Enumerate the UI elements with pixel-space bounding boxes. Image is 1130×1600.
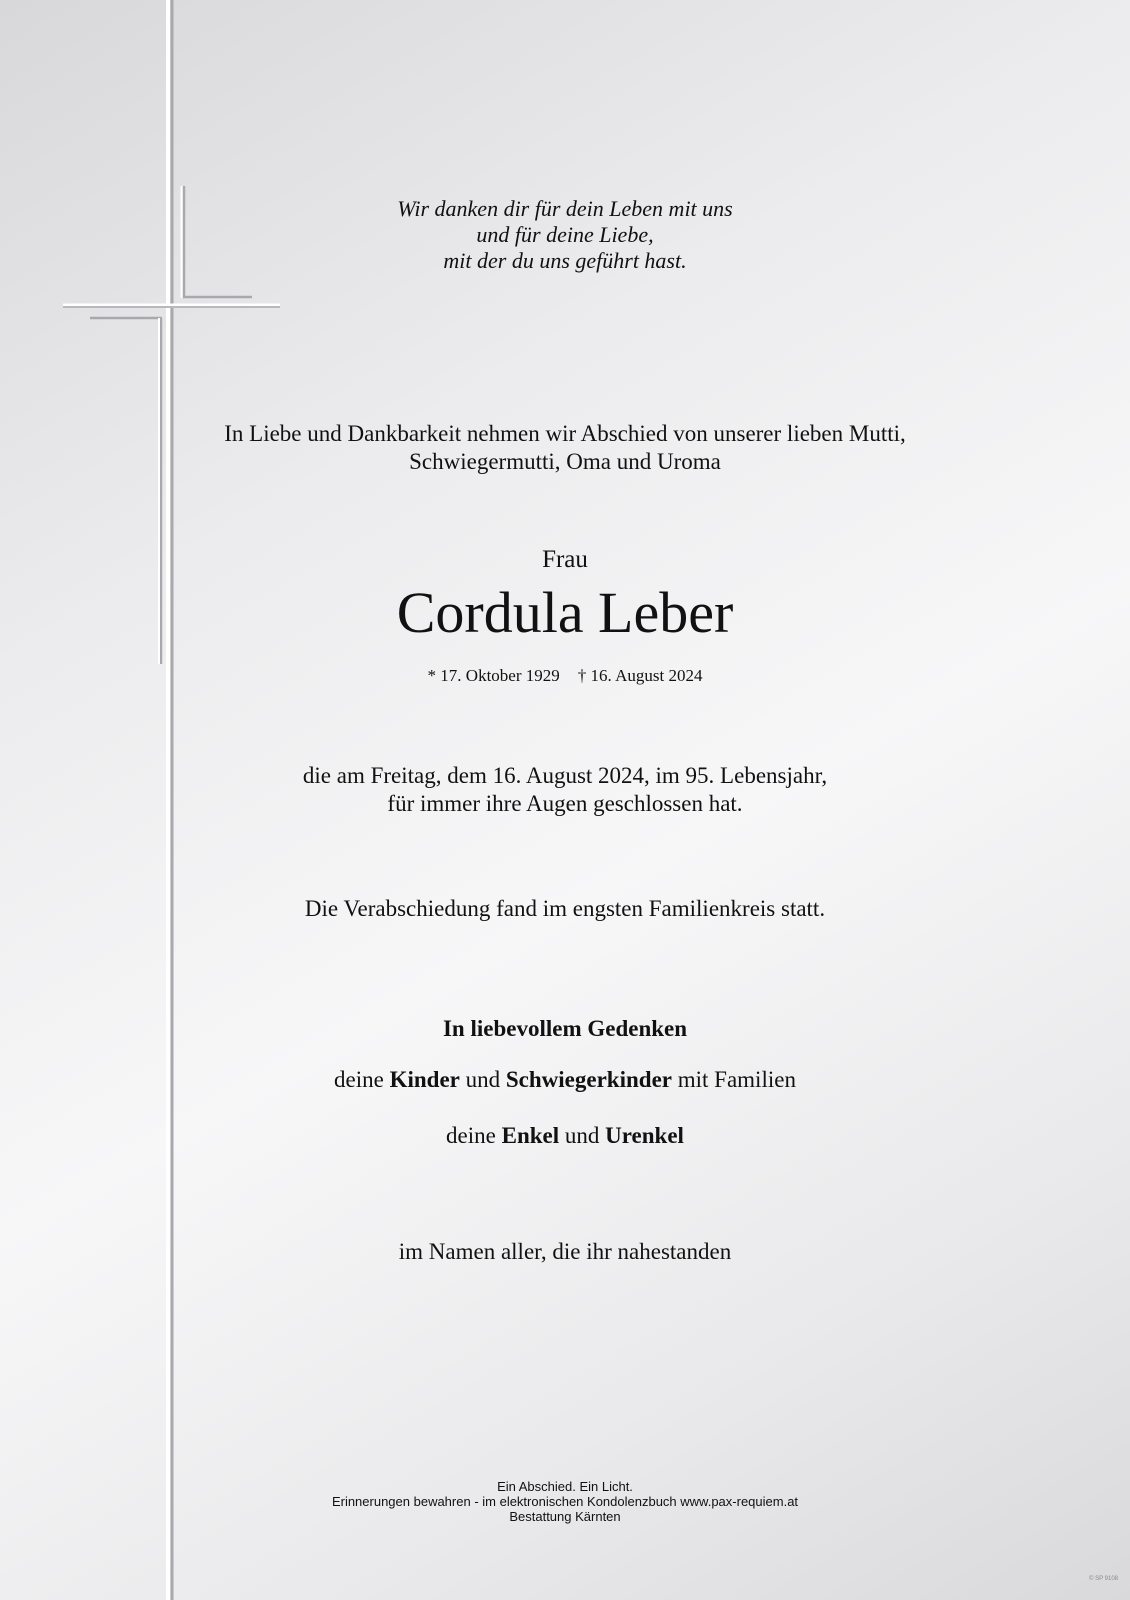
- life-dates: [150, 665, 980, 687]
- mourner-prefix: deine: [334, 1067, 384, 1092]
- mourners-line-grandchildren: [150, 1122, 980, 1150]
- copyright-mark: © SP 9108: [1089, 1576, 1118, 1582]
- mourner-joiner: und: [564, 1123, 600, 1148]
- mourner-group: Schwiegerkinder: [505, 1067, 672, 1092]
- passing-line: die am Freitag, dem 16. August 2024, im 95. Lebensjahr,: [302, 763, 828, 788]
- deceased-name: Cordula Leber: [396, 580, 734, 645]
- mourner-joiner: und: [465, 1067, 501, 1092]
- honorific: Frau: [542, 546, 588, 573]
- footer-tagline: Ein Abschied. Ein Licht.: [497, 1479, 633, 1494]
- verse: [150, 196, 980, 274]
- mourner-group: Enkel: [501, 1123, 560, 1148]
- mourner-prefix: deine: [446, 1123, 496, 1148]
- verse-line: mit der du uns geführt hast.: [443, 248, 687, 273]
- death-date: † 16. August 2024: [577, 666, 703, 685]
- verse-line: Wir danken dir für dein Leben mit uns: [397, 196, 733, 221]
- footer-condolence: Erinnerungen bewahren - im elektronischen Kondolenzbuch www.pax-requiem.at: [331, 1494, 799, 1509]
- mourner-suffix: mit Familien: [677, 1067, 796, 1092]
- intro-line: In Liebe und Dankbarkeit nehmen wir Abschied von unserer lieben Mutti,: [224, 421, 906, 446]
- verse-line: und für deine Liebe,: [476, 222, 654, 247]
- intro-line: Schwiegermutti, Oma und Uroma: [409, 449, 721, 474]
- farewell-notice: Die Verabschiedung fand im engsten Familienkreis statt.: [304, 896, 826, 921]
- mourners-line-children: [150, 1066, 980, 1094]
- birth-date: * 17. Oktober 1929: [427, 666, 560, 685]
- passing-text: [150, 762, 980, 818]
- passing-line: für immer ihre Augen geschlossen hat.: [387, 791, 743, 816]
- mourner-group: Urenkel: [605, 1123, 684, 1148]
- closing-line: im Namen aller, die ihr nahestanden: [398, 1239, 732, 1264]
- mourner-group: Kinder: [389, 1067, 460, 1092]
- intro-text: [150, 420, 980, 476]
- footer: [150, 1479, 980, 1524]
- mourners-heading: In liebevollem Gedenken: [442, 1016, 688, 1041]
- footer-undertaker: Bestattung Kärnten: [509, 1509, 621, 1524]
